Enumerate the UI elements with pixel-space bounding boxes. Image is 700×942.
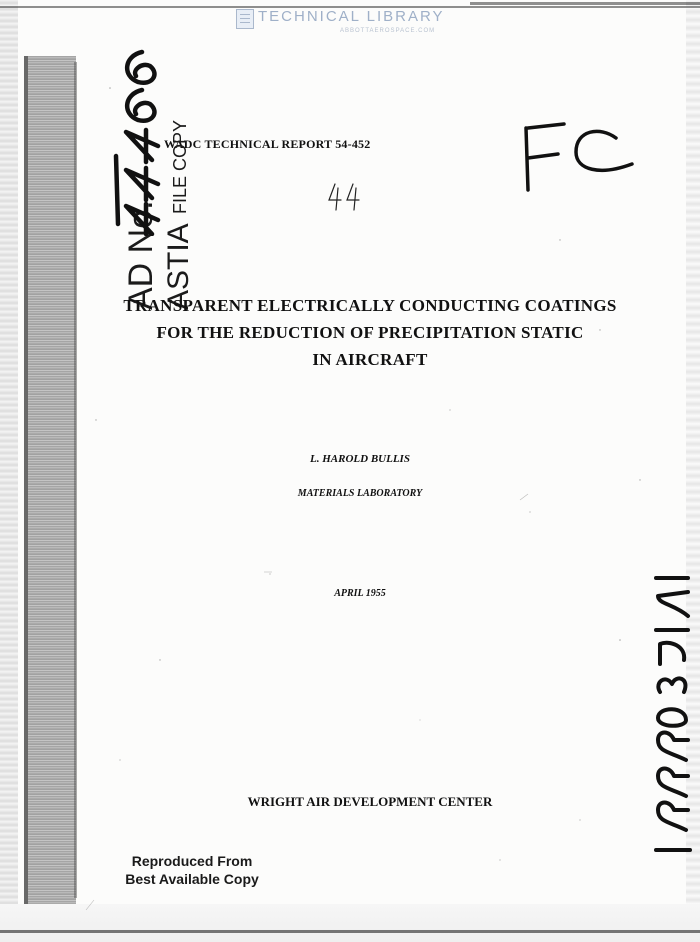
organization-name: WRIGHT AIR DEVELOPMENT CENTER [247,794,493,809]
stamp-ad-label: AD No. [122,200,160,310]
stamp-file-copy: FILE COPY [170,119,190,214]
report-date: APRIL 1955 [334,588,386,599]
laboratory-name: MATERIALS LABORATORY [297,488,423,499]
watermark-subtitle: ABBOTTAEROSPACE.COM [340,28,436,34]
title-line-3: IN AIRCRAFT [312,350,428,369]
reproduction-note-line-1: Reproduced From [131,853,253,869]
author-name: L. HAROLD BULLIS [310,453,410,465]
reproduction-note-line-2: Best Available Copy [125,871,259,887]
title-line-2: FOR THE REDUCTION OF PRECIPITATION STATIC [156,323,584,342]
watermark-title: TECHNICAL LIBRARY [258,8,445,25]
stamp-astia: ASTIA [162,223,195,310]
title-line-1: TRANSPARENT ELECTRICALLY CONDUCTING COATINGS [123,296,617,315]
report-number: WADC TECHNICAL REPORT 54-452 [164,137,371,151]
